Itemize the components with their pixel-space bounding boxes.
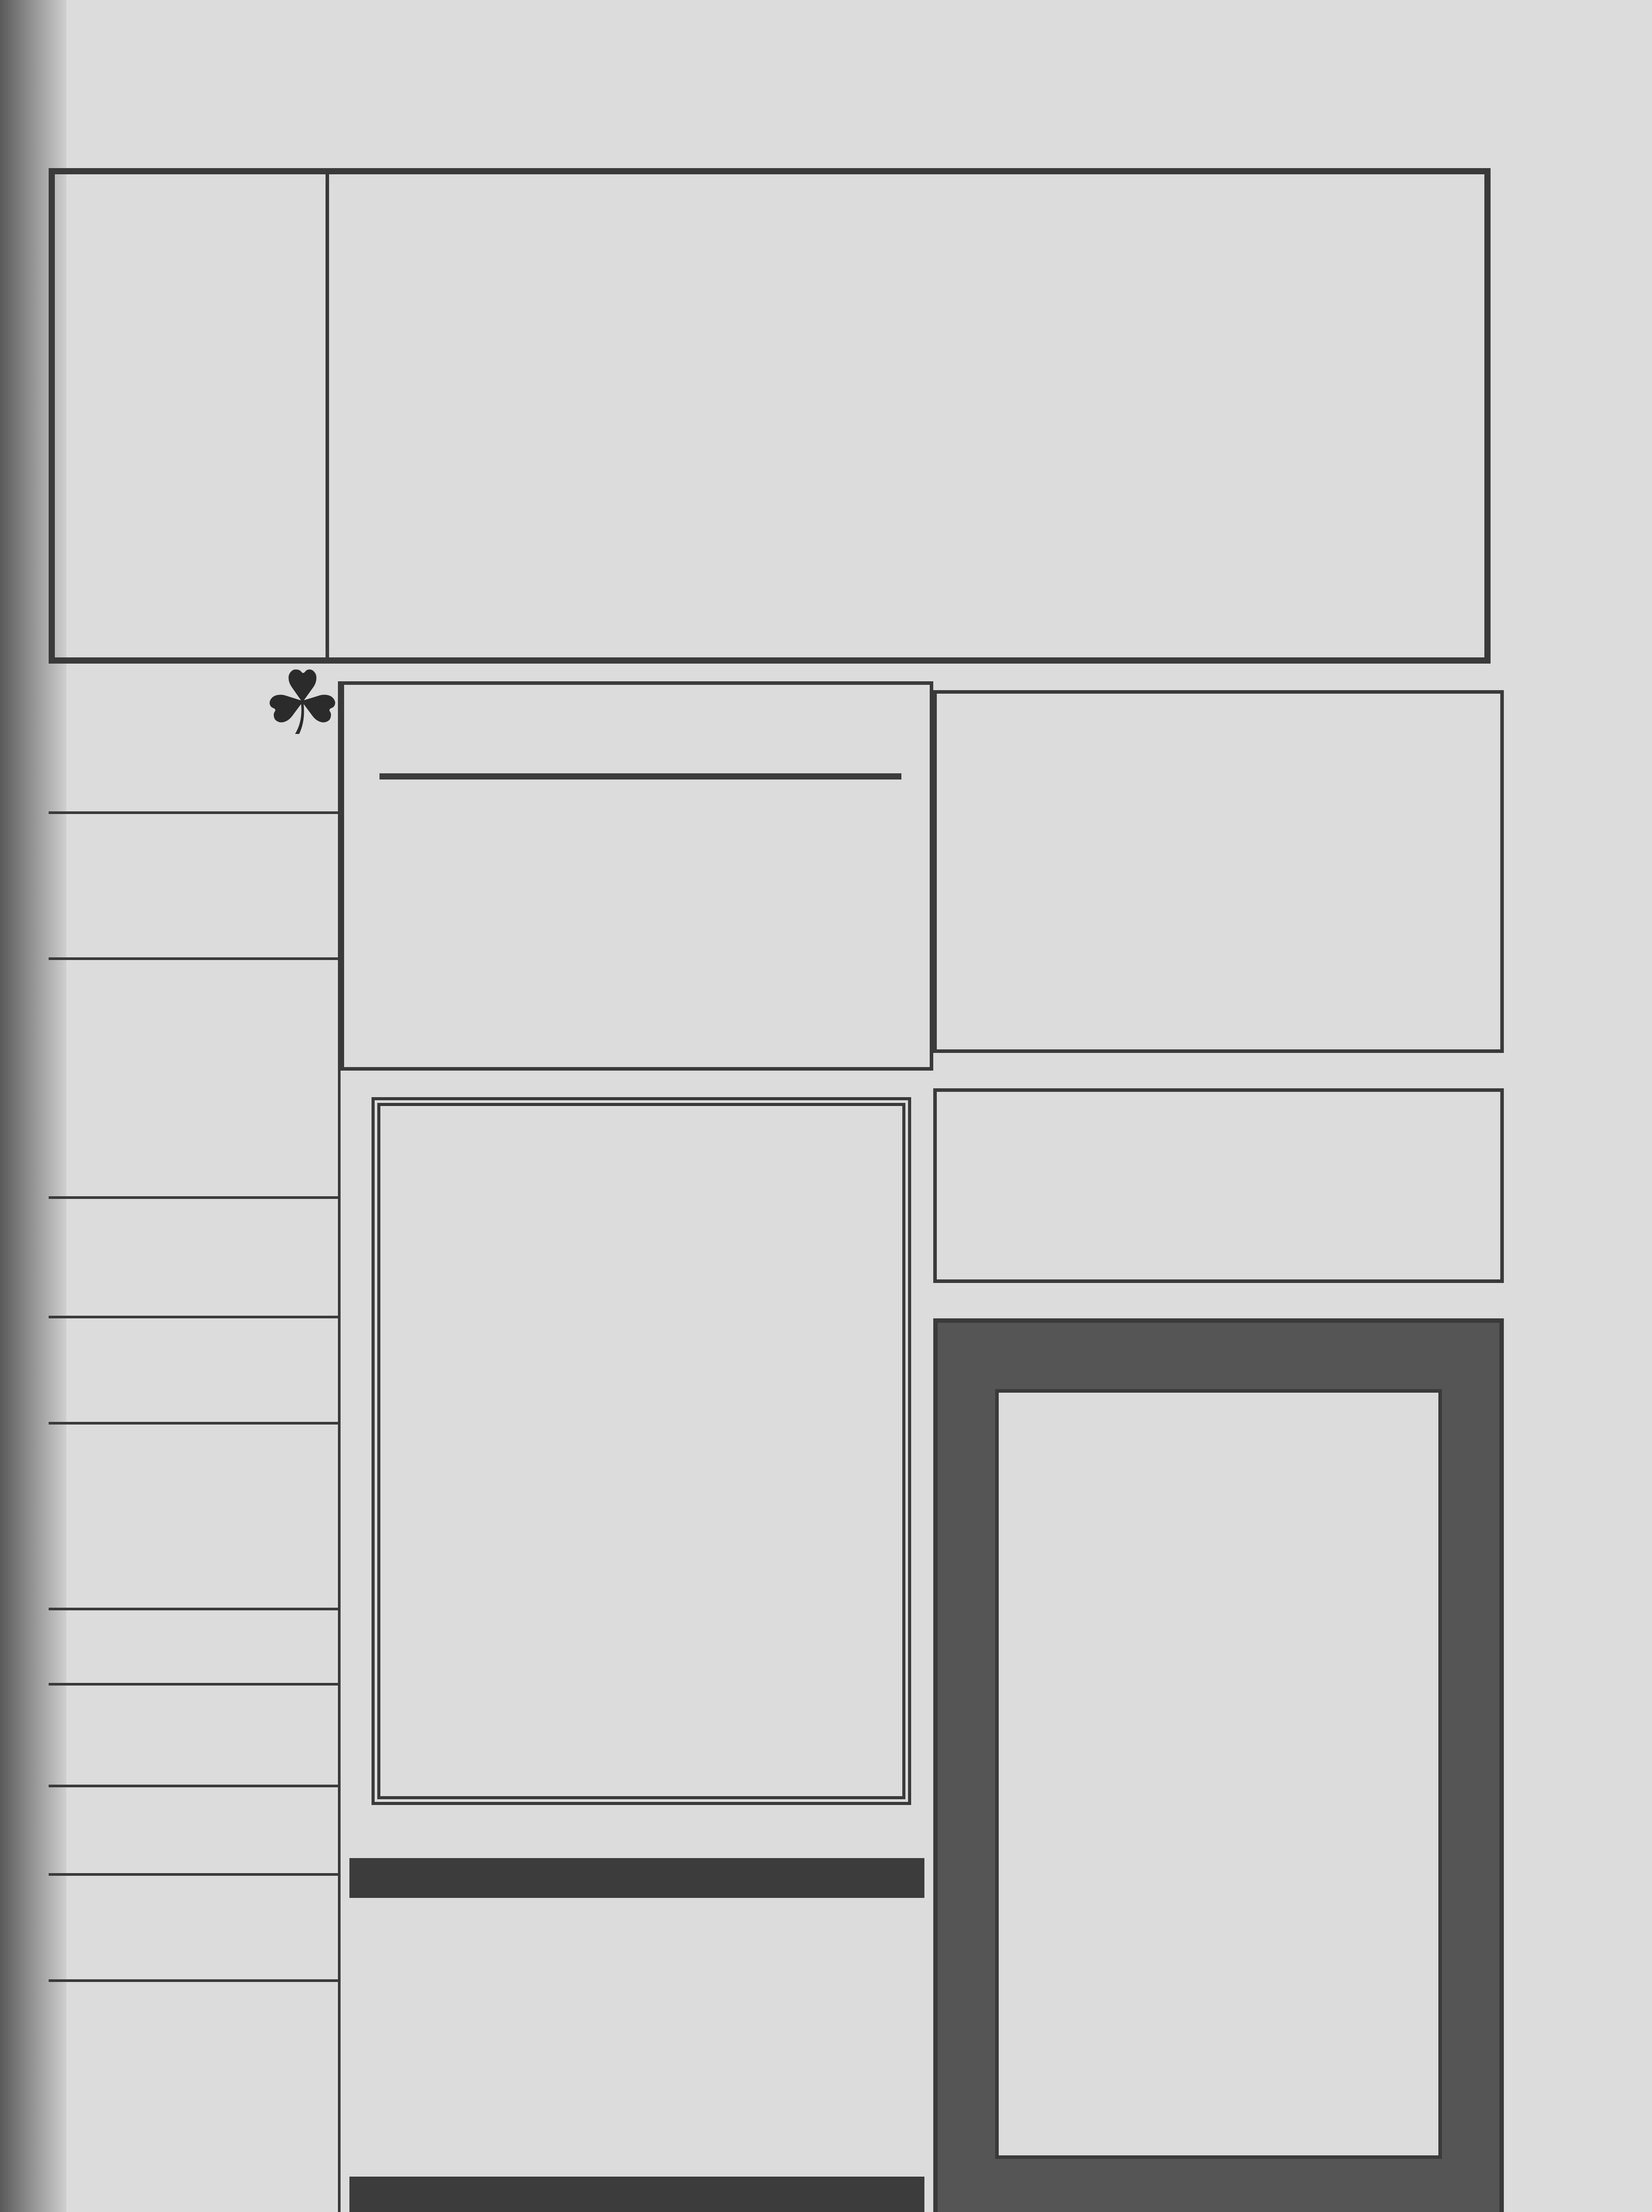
- price-row: [347, 546, 1479, 599]
- price-row: [347, 493, 1479, 546]
- header-advertisement: [49, 168, 1491, 755]
- divider: [379, 773, 901, 780]
- classified-ad: [49, 1686, 338, 1787]
- classified-ad: [49, 1199, 338, 1318]
- ausverkauf-panel: [995, 1389, 1442, 2159]
- price-row: [347, 599, 1479, 652]
- theater-advertisement: [341, 681, 933, 1071]
- decorative-border: [349, 1858, 924, 1898]
- classified-ad: [49, 814, 338, 960]
- classified-ad: [49, 1318, 338, 1425]
- classified-ad: [49, 1610, 338, 1686]
- classified-ad: [49, 1787, 338, 1876]
- colosseum-advertisement: [372, 1097, 911, 1805]
- price-row: [347, 440, 1479, 493]
- classified-ad: [49, 1425, 338, 1610]
- classified-ad: [49, 1876, 338, 1982]
- classified-ad: [49, 681, 338, 814]
- header-price-list: [347, 334, 1479, 652]
- ausverkauf-advertisement: [933, 1318, 1504, 2212]
- classified-ad: [49, 960, 338, 1199]
- header-logo-corner: [55, 174, 342, 755]
- shamrock-icon: ☘: [263, 652, 342, 755]
- classified-ad: [49, 1982, 338, 2141]
- price-row: [347, 387, 1479, 440]
- margarine-advertisement: [933, 1088, 1504, 1283]
- decorative-border: [349, 2177, 924, 2212]
- muellerstr-advertisement: [341, 1849, 933, 2212]
- classified-column: [49, 681, 341, 2212]
- popken-advertisement: [933, 690, 1504, 1053]
- price-row: [347, 334, 1479, 387]
